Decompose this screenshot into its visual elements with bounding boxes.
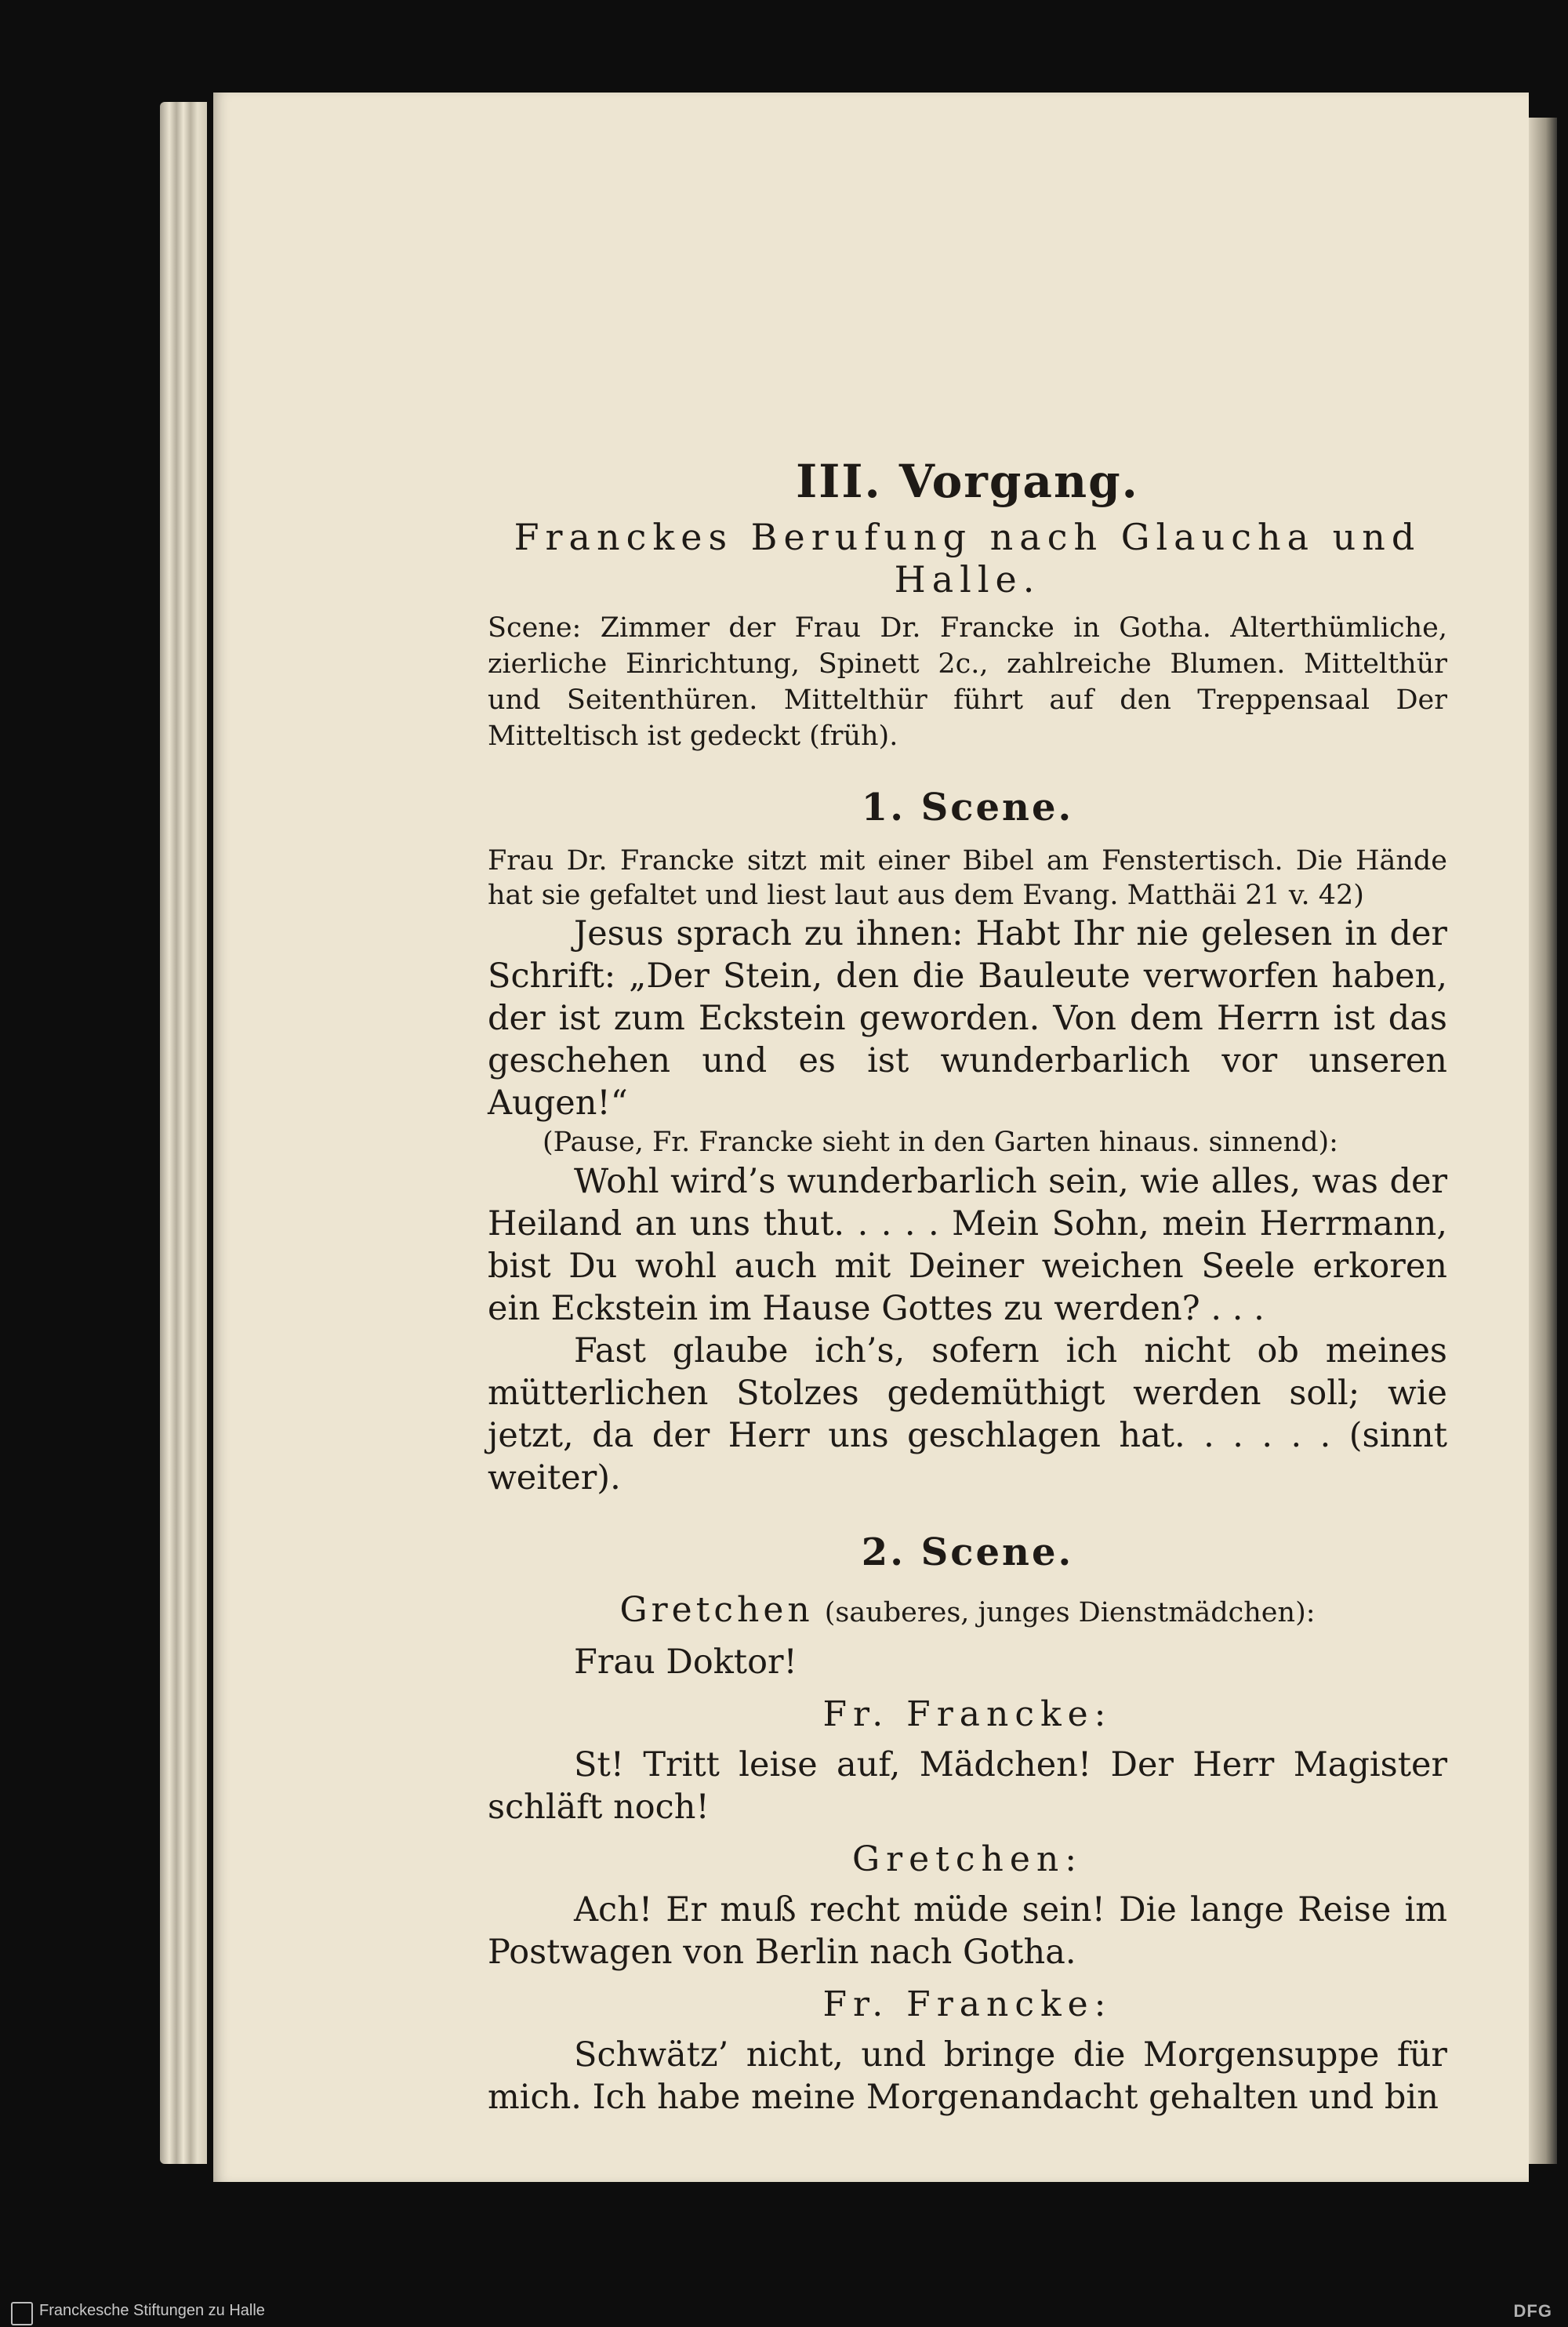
- scene-1-direction: Frau Dr. Francke sitzt mit einer Bibel am Fenstertisch. Die Hände hat sie gefaltet und liest laut aus dem Evang. Matthäi 21 v. 42): [488, 845, 1447, 911]
- speaker-gretchen: Gretchen:: [851, 1839, 1083, 1879]
- act-subtitle: Franckes Berufung nach Glaucha und Halle.: [514, 516, 1421, 601]
- viewer-footer: [0, 2297, 1568, 2327]
- scene-1-speech-2: Fast glaube ich’s, sofern ich nicht ob meines mütterlichen Stolzes gedemüthigt werden soll; wie jetzt, da der Herr uns geschlagen hat. . . . . . (sinnt weiter).: [488, 1331, 1447, 1497]
- scene-2-line-1: Frau Doktor!: [574, 1643, 797, 1682]
- gretchen-intro-name: Gretchen: [619, 1590, 814, 1630]
- scene-2-line-4: Schwätz’ nicht, und bringe die Morgensuppe für mich. Ich habe meine Morgenandacht gehalten und bin: [488, 2035, 1447, 2117]
- dfg-mark: DFG: [1513, 2301, 1552, 2321]
- scene-2-line-2: St! Tritt leise auf, Mädchen! Der Herr Magister schläft noch!: [488, 1745, 1447, 1827]
- institution-name: Franckesche Stiftungen zu Halle: [39, 2302, 265, 2319]
- scene-1-heading: 1. Scene.: [861, 786, 1074, 830]
- page-content: [488, 455, 1447, 2118]
- speaker-francke-1: Fr. Francke:: [822, 1694, 1112, 1734]
- act-title: III. Vorgang.: [796, 455, 1139, 508]
- scene-1-aside: (Pause, Fr. Francke sieht in den Garten hinaus. sinnend):: [543, 1127, 1338, 1158]
- scene-1-speech-1: Wohl wird’s wunderbarlich sein, wie alles, was der Heiland an uns thut. . . . . Mein Sohn, mein Herrmann, bist Du wohl auch mit Deiner weichen Seele erkoren ein Eckstein im Hause Gottes zu werden? . . .: [488, 1162, 1447, 1328]
- page-stack-edges: [160, 102, 207, 2164]
- scene-1-reading: Jesus sprach zu ihnen: Habt Ihr nie gelesen in der Schrift: „Der Stein, den die Bauleute verworfen haben, der ist zum Eckstein geworden. Von dem Herrn ist das geschehen und es ist wunderbarlich vor unseren Augen!“: [488, 914, 1447, 1123]
- scene-setting: Scene: Zimmer der Frau Dr. Francke in Gotha. Alterthümliche, zierliche Einrichtung, Spinett 2c., zahlreiche Blumen. Mittelthür und Seitenthüren. Mittelthür führt auf den Treppensaal Der Mitteltisch ist gedeckt (früh).: [488, 612, 1447, 752]
- scene-2-heading: 2. Scene.: [861, 1530, 1074, 1574]
- institution-logo-icon: [11, 2302, 33, 2325]
- page-gutter-shadow: [1529, 118, 1557, 2164]
- gretchen-intro: [488, 1588, 1447, 1635]
- gretchen-intro-note: (sauberes, junges Dienstmädchen):: [824, 1597, 1316, 1628]
- speaker-francke-2: Fr. Francke:: [822, 1984, 1112, 2024]
- scene-2-line-3: Ach! Er muß recht müde sein! Die lange Reise im Postwagen von Berlin nach Gotha.: [488, 1890, 1447, 1972]
